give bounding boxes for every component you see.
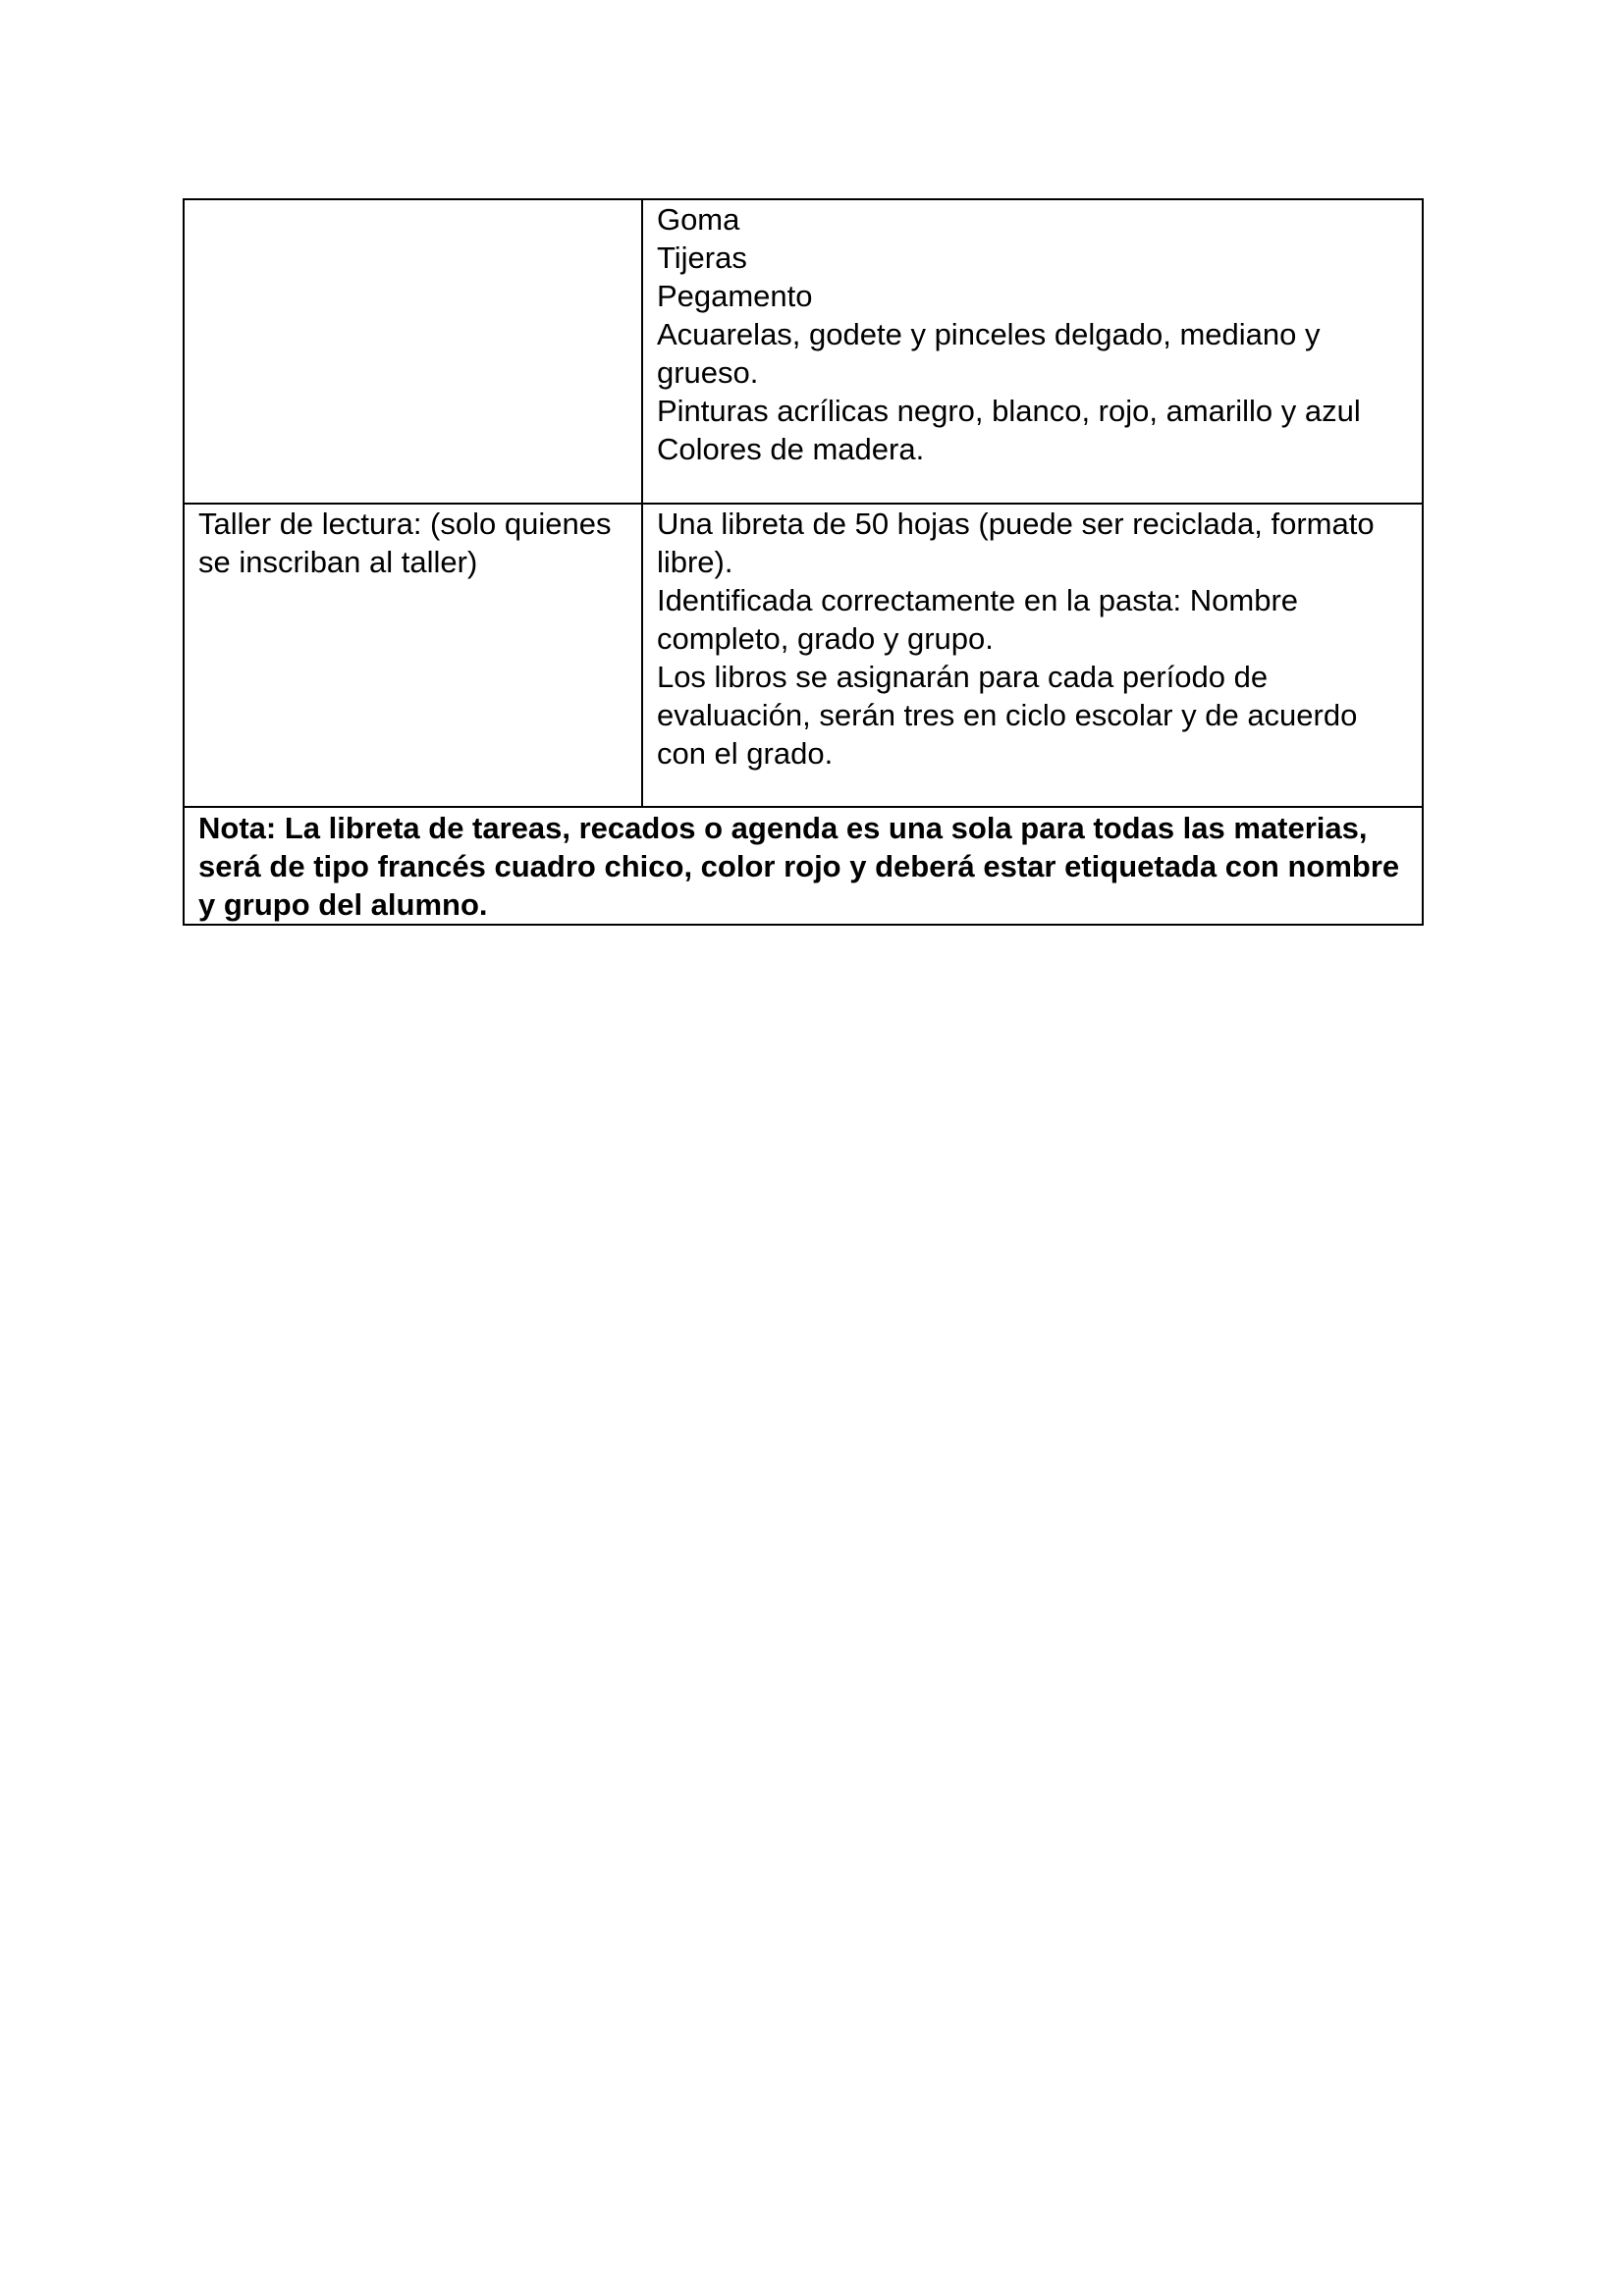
subject-cell <box>184 199 642 504</box>
subject-cell: Taller de lectura: (solo quienes se inscriban al taller) <box>184 504 642 807</box>
material-item: Los libros se asignarán para cada período de evaluación, serán tres en ciclo escolar y de acuerdo con el grado. <box>656 660 1358 771</box>
material-item: Colores de madera. <box>656 432 925 466</box>
material-item: Tijeras <box>656 240 747 275</box>
note-row <box>184 807 1423 925</box>
material-item: Goma <box>656 202 740 237</box>
material-item: Acuarelas, godete y pinceles delgado, mediano y grueso. <box>656 317 1321 390</box>
material-item: Pegamento <box>656 279 813 313</box>
material-item: Una libreta de 50 hojas (puede ser reciclada, formato libre). <box>656 507 1375 579</box>
table-row <box>184 504 1423 807</box>
material-item: Identificada correctamente en la pasta: Nombre completo, grado y grupo. <box>656 583 1299 656</box>
table-row <box>184 199 1423 504</box>
material-item: Pinturas acrílicas negro, blanco, rojo, amarillo y azul <box>656 394 1361 428</box>
note-cell: Nota: La libreta de tareas, recados o agenda es una sola para todas las materias, será de tipo francés cuadro chico, color rojo y deberá estar etiquetada con nombre y grupo del alumno. <box>184 807 1423 925</box>
materials-cell <box>642 199 1423 504</box>
supplies-table <box>183 198 1424 926</box>
materials-cell <box>642 504 1423 807</box>
